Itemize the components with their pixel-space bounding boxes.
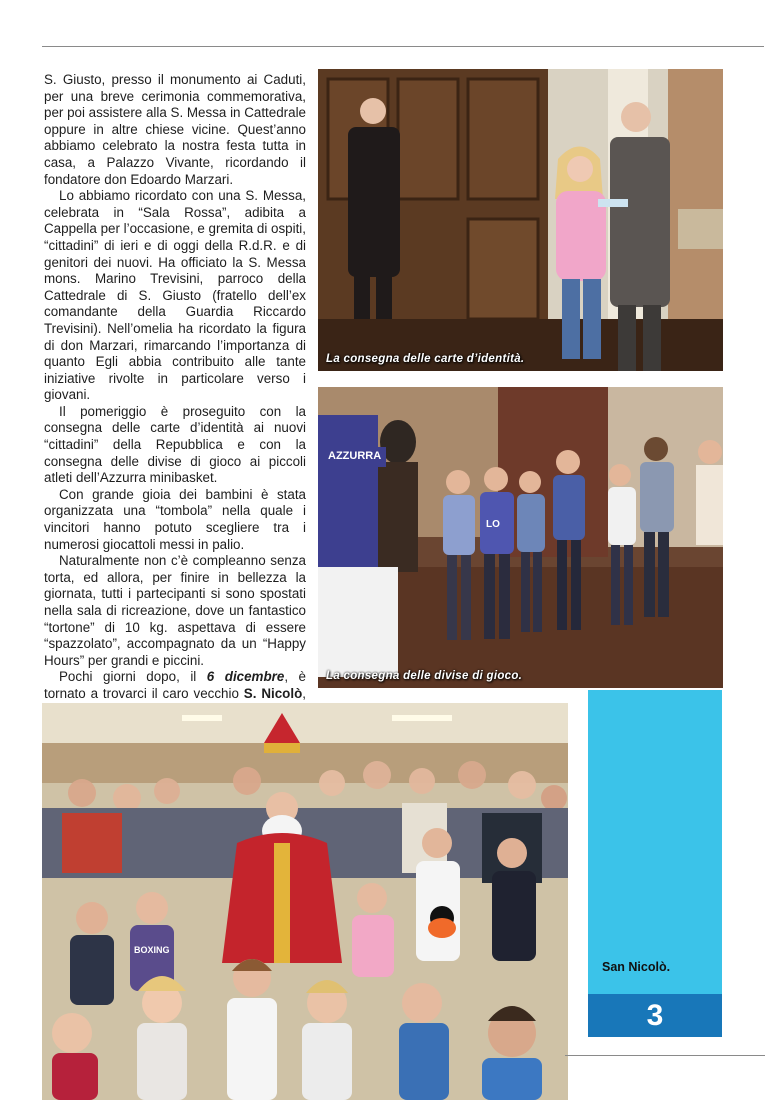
article-paragraph xyxy=(44,553,306,669)
article-text-run: Con grande gioia dei bambini è stata organizzata una “tombola” nella quale i vincitori hanno potuto scegliere tra i numerosi giocattoli messi in palio. xyxy=(44,486,306,552)
photo-uniforms xyxy=(318,387,723,688)
article-text-run: , è tornato a trovarci il caro vecchio xyxy=(44,669,306,701)
photo-id-cards-image xyxy=(318,69,723,371)
article-paragraph xyxy=(44,404,306,487)
article-paragraph xyxy=(44,188,306,404)
article-text-run: Pochi giorni dopo, il xyxy=(59,669,207,685)
decorative-blue-band xyxy=(588,690,722,994)
article-text xyxy=(44,72,306,719)
article-text-run: Il pomeriggio è proseguito con la consegna delle carte d’identità ai nuovi “cittadini” della Repubblica e con la consegna delle divise di gioco ai piccoli atleti dell’Azzurra minibasket. xyxy=(44,403,306,486)
photo-uniforms-caption: La consegna delle divise di gioco. xyxy=(326,670,523,682)
bottom-rule xyxy=(565,1055,765,1056)
article-text-run: S. Nicolò xyxy=(243,685,303,701)
shirt-text-boxing: BOXING xyxy=(134,945,170,955)
photo-id-cards-caption: La consegna delle carte d’identità. xyxy=(326,353,525,365)
top-rule xyxy=(42,46,764,47)
article-text-run: , xyxy=(302,685,306,701)
jersey-text-azzurra: AZZURRA xyxy=(328,450,382,462)
article-paragraph xyxy=(44,72,306,188)
article-text-run: 6 dicembre xyxy=(206,669,285,685)
section-label: San Nicolò. xyxy=(602,960,671,974)
photo-san-nicolo-group xyxy=(42,703,568,1100)
jersey-text-lo: LO xyxy=(486,519,500,530)
photo-uniforms-image xyxy=(318,387,723,688)
article-text-run: Naturalmente non c’è compleanno senza torta, ed allora, per finire in bellezza la giornata, tutti i partecipanti si sono spostati nella sala di ricreazione, dove un fantastico “tortone” di 10 kg. aspettava di essere “spazzolato”, accompagnato da un “Happy Hours” per grandi e piccini. xyxy=(44,553,306,668)
photo-id-cards xyxy=(318,69,723,371)
article-text-run: Lo abbiamo ricordato con una S. Messa, celebrata in “Sala Rossa”, adibita a Cappella per l’occasione, e gremita di ospiti, “cittadini” di ieri e di oggi della R.d.R. e di genitori dei nuovi. Ha officiato la S. Messa mons. Marino Trevisini, parroco della Cattedrale di S. Giusto (fratello dell’ex comandante della Guardia Riccardo Trevisini). Nell’omelia ha ricordato la figura di don Marzari, rimarcando l’importanza di quanto Egli abbia contribuito alle tante iniziative rivolte in particolare verso i giovani. xyxy=(44,188,307,403)
article-paragraph xyxy=(44,487,306,553)
page-number: 3 xyxy=(588,994,722,1037)
article-text-run: S. Giusto, presso il monumento ai Caduti, per una breve cerimonia commemorativa, per poi assistere alla S. Messa in Cattedrale oppure in altre chiese vicine. Quest’anno abbiamo celebrato la nostra festa tutta in casa, a Palazzo Vivante, ricordando il fondatore don Edoardo Marzari. xyxy=(44,72,306,187)
photo-san-nicolo-image xyxy=(42,703,568,1100)
